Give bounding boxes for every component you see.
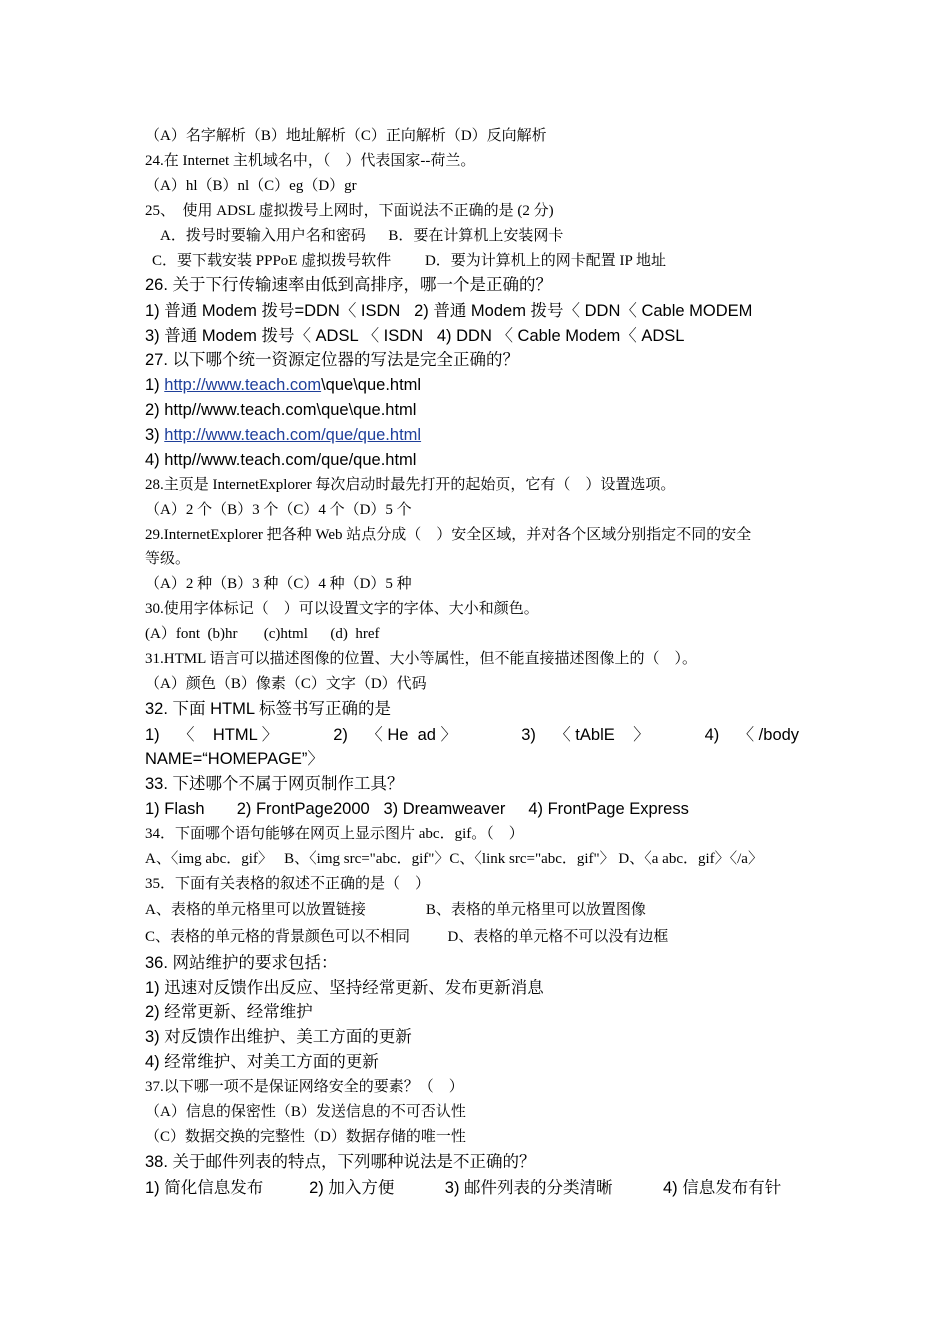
url-suffix: \que\que.html [321, 376, 422, 394]
q27-option-1 [145, 375, 421, 395]
q34-options: A、〈img abc．gif〉 B、〈img src="abc．gif"〉C、〈link src="abc．gif"〉 D、〈a abc．gif〉〈/a〉 [145, 851, 763, 867]
q28-question: 28.主页是 InternetExplorer 每次启动时最先打开的起始页，它有（ ）设置选项。 [145, 477, 676, 493]
q32-question: 32. 下面 HTML 标签书写正确的是 [145, 700, 391, 718]
q27-option-2: 2) http//www.teach.com\que\que.html [145, 401, 417, 419]
q32-options-cont: NAME=“HOMEPAGE”〉 [145, 750, 324, 768]
q27-option-4: 4) http//www.teach.com/que/que.html [145, 451, 417, 469]
q26-question: 26. 关于下行传输速率由低到高排序，哪一个是正确的？ [145, 276, 553, 294]
q24-question: 24.在 Internet 主机域名中，（ ）代表国家--荷兰。 [145, 153, 476, 169]
q25-options-ab: A．拨号时要输入用户名和密码 B．要在计算机上安装网卡 [160, 228, 564, 244]
q38-question: 38. 关于邮件列表的特点，下列哪种说法是不正确的？ [145, 1153, 536, 1171]
url-link[interactable]: http://www.teach.com/que/que.html [164, 426, 422, 444]
url-link[interactable]: http://www.teach.com [164, 376, 322, 394]
q29-question-cont: 等级。 [145, 551, 191, 567]
q30-options: (A）font (b)hr (c)html (d) href [145, 626, 380, 642]
q32-options: 1) 〈 HTML 〉 2) 〈 He ad 〉 3) 〈 tAblE 〉 4) 〈 /body [145, 726, 800, 744]
q23-options: （A）名字解析（B）地址解析（C）正向解析（D）反向解析 [145, 128, 547, 144]
q36-option-4: 4) 经常维护、对美工方面的更新 [145, 1053, 379, 1071]
q24-options: （A）hl（B）nl（C）eg（D）gr [145, 178, 357, 194]
q31-options: （A）颜色（B）像素（C）文字（D）代码 [145, 676, 427, 692]
q25-options-cd: C．要下载安装 PPPoE 虚拟拨号软件 D．要为计算机上的网卡配置 IP 地址 [152, 253, 667, 269]
q37-options-cd: （C）数据交换的完整性（D）数据存储的唯一性 [145, 1129, 466, 1145]
q37-options-ab: （A）信息的保密性（B）发送信息的不可否认性 [145, 1104, 466, 1120]
q36-option-1: 1) 迅速对反馈作出反应、坚持经常更新、发布更新消息 [145, 979, 544, 997]
q27-option-3 [145, 425, 421, 445]
q35-question: 35．下面有关表格的叙述不正确的是（ ） [145, 876, 431, 892]
q37-question: 37.以下哪一项不是保证网络安全的要素？（ ） [145, 1079, 464, 1095]
q36-option-2: 2) 经常更新、经常维护 [145, 1003, 313, 1021]
q35-options-ab: A、表格的单元格里可以放置链接 B、表格的单元格里可以放置图像 [145, 902, 646, 918]
q35-options-cd: C、表格的单元格的背景颜色可以不相同 D、表格的单元格不可以没有边框 [145, 929, 669, 945]
q33-question: 33. 下述哪个不属于网页制作工具？ [145, 775, 404, 793]
q26-options-34: 3) 普通 Modem 拨号〈 ADSL 〈 ISDN 4) DDN 〈 Cable Modem〈 ADSL [145, 327, 685, 345]
q27-question: 27. 以下哪个统一资源定位器的写法是完全正确的？ [145, 351, 520, 369]
q30-question: 30.使用字体标记（ ）可以设置文字的字体、大小和颜色。 [145, 601, 539, 617]
q36-question: 36. 网站维护的要求包括： [145, 954, 338, 972]
q31-question: 31.HTML 语言可以描述图像的位置、大小等属性，但不能直接描述图像上的（ ）。 [145, 651, 697, 667]
q33-options: 1) Flash 2) FrontPage2000 3) Dreamweaver 4) FrontPage Express [145, 800, 689, 818]
q26-options-12: 1) 普通 Modem 拨号=DDN〈 ISDN 2) 普通 Modem 拨号〈 DDN〈 Cable MODEM [145, 302, 753, 320]
q29-options: （A）2 种（B）3 种（C）4 种（D）5 种 [145, 576, 412, 592]
q29-question: 29.InternetExplorer 把各种 Web 站点分成（ ）安全区域，并对各个区域分别指定不同的安全 [145, 527, 752, 543]
option-number: 3) [145, 426, 165, 444]
q28-options: （A）2 个（B）3 个（C）4 个（D）5 个 [145, 502, 412, 518]
q25-question: 25、 使用 ADSL 虚拟拨号上网时，下面说法不正确的是 (2 分) [145, 203, 554, 219]
q36-option-3: 3) 对反馈作出维护、美工方面的更新 [145, 1028, 412, 1046]
q34-question: 34．下面哪个语句能够在网页上显示图片 abc．gif。（ ） [145, 826, 524, 842]
q38-options: 1) 简化信息发布 2) 加入方便 3) 邮件列表的分类清晰 4) 信息发布有针 [145, 1179, 782, 1197]
option-number: 1) [145, 376, 165, 394]
